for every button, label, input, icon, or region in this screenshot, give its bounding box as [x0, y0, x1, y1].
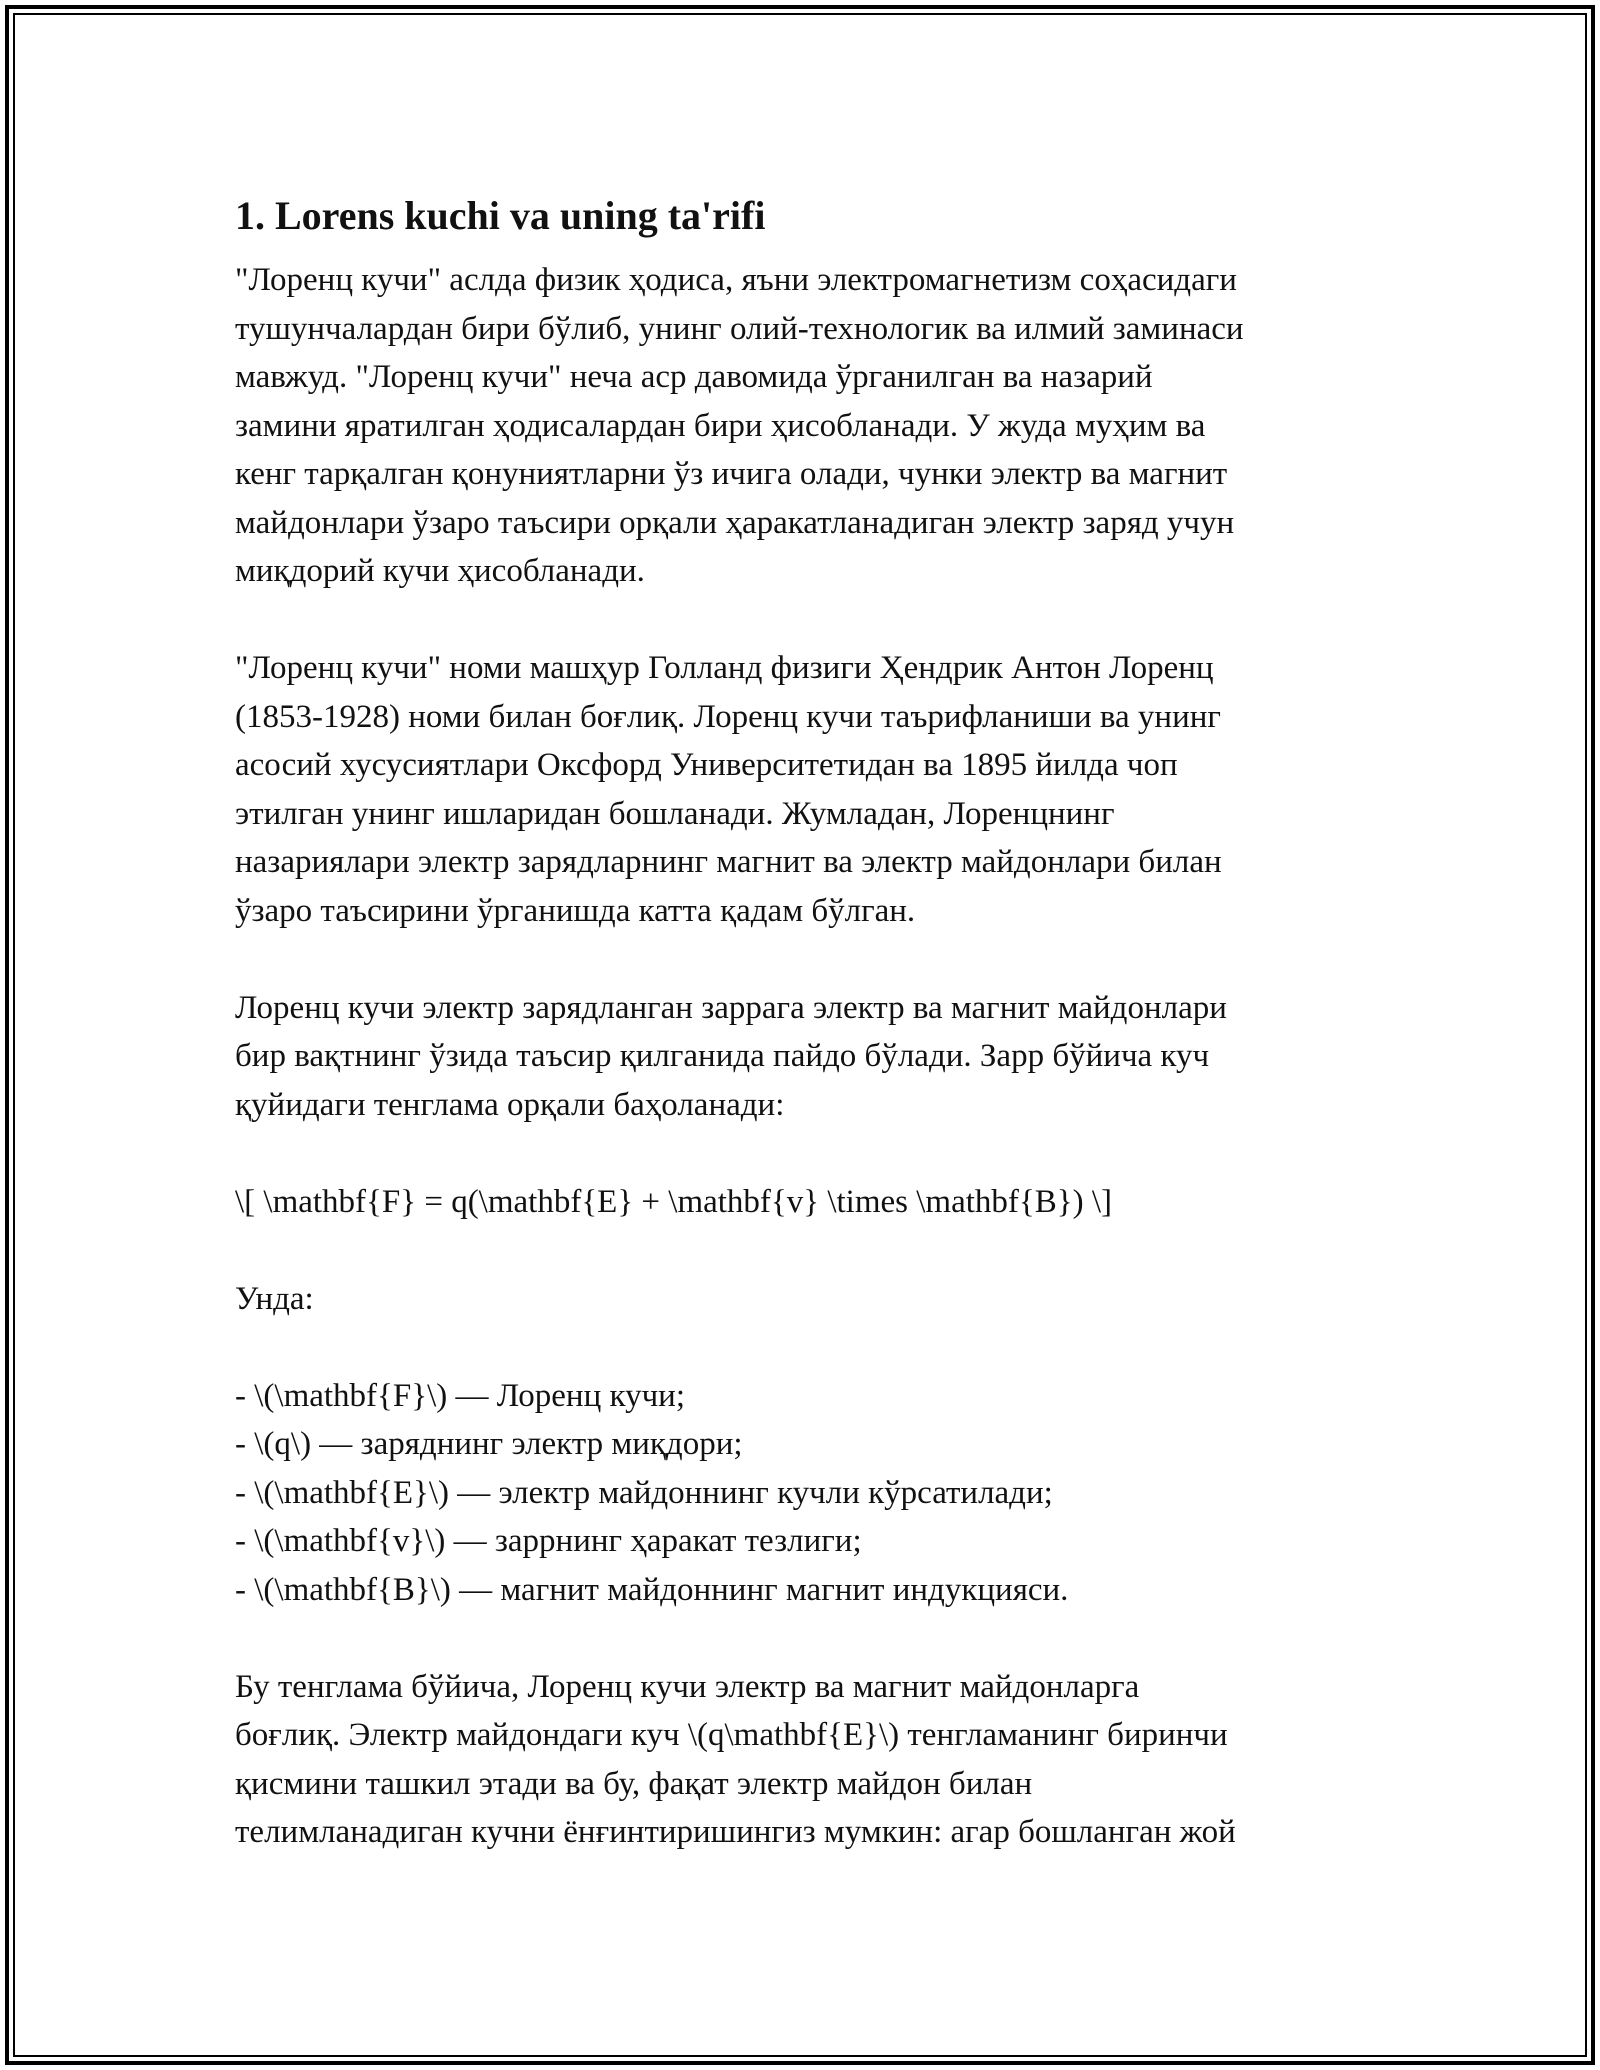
text-line: боғлиқ. Электр майдондаги куч \(q\mathbf{E}\) тенгламанинг биринчи	[235, 1717, 1228, 1753]
paragraph-intro	[235, 256, 1385, 596]
paragraph-closing	[235, 1663, 1385, 1857]
text-line: қуйидаги тенглама орқали баҳоланади:	[235, 1086, 785, 1123]
where-label: Унда:	[235, 1280, 314, 1317]
text-line: "Лоренц кучи" аслда физик ҳодиса, яъни электромагнетизм соҳасидаги	[235, 262, 1237, 298]
text-line: қисмини ташкил этади ва бу, фақат электр майдон билан	[235, 1765, 1033, 1802]
document-body	[235, 186, 1385, 1905]
text-line: (1853-1928) номи билан боғлиқ. Лоренц кучи таърифланиши ва унинг	[235, 698, 1221, 735]
lorentz-formula: \[ \mathbf{F} = q(\mathbf{E} + \mathbf{v} \times \mathbf{B}) \]	[235, 1183, 1112, 1220]
symbol-definitions-list	[235, 1372, 1385, 1615]
text-line: асосий хусусиятлари Оксфорд Университетидан ва 1895 йилда чоп	[235, 747, 1178, 783]
text-line: майдонлари ўзаро таъсири орқали ҳаракатланадиган электр заряд учун	[235, 504, 1235, 541]
list-item: - \(\mathbf{v}\) — заррнинг ҳаракат тезлиги;	[235, 1523, 862, 1559]
text-line: этилган унинг ишларидан бошланади. Жумладан, Лоренцнинг	[235, 795, 1115, 832]
list-item: - \(\mathbf{B}\) — магнит майдоннинг магнит индукцияси.	[235, 1571, 1069, 1608]
text-line: миқдорий кучи ҳисобланади.	[235, 553, 645, 589]
text-line: назариялари электр зарядларнинг магнит ва электр майдонлари билан	[235, 844, 1222, 880]
list-item: - \(\mathbf{F}\) — Лоренц кучи;	[235, 1377, 685, 1414]
text-line: телимланадиган кучни ёнғинтиришингиз мумкин: агар бошланган жой	[235, 1814, 1236, 1850]
text-line: мавжуд. "Лоренц кучи" неча аср давомида ўрганилган ва назарий	[235, 359, 1153, 395]
list-item: - \(q\) — заряднинг электр миқдори;	[235, 1426, 743, 1462]
paragraph-definition	[235, 984, 1385, 1130]
section-heading: 1. Lorens kuchi va uning ta'rifi	[235, 193, 766, 238]
text-line: "Лоренц кучи" номи машҳур Голланд физиги Ҳендрик Антон Лоренц	[235, 650, 1214, 686]
text-line: Бу тенглама бўйича, Лоренц кучи электр ва магнит майдонларга	[235, 1668, 1140, 1705]
text-line: ўзаро таъсирини ўрганишда катта қадам бўлган.	[235, 892, 916, 929]
text-line: тушунчалардан бири бўлиб, унинг олий-технологик ва илмий заминаси	[235, 310, 1244, 347]
text-line: бир вақтнинг ўзида таъсир қилганида пайдо бўлади. Зарр бўйича куч	[235, 1038, 1210, 1074]
paragraph-history	[235, 644, 1385, 935]
text-line: Лоренц кучи электр зарядланган заррага электр ва магнит майдонлари	[235, 989, 1227, 1026]
list-item: - \(\mathbf{E}\) — электр майдоннинг кучли кўрсатилади;	[235, 1474, 1053, 1511]
text-line: замини яратилган ҳодисалардан бири ҳисобланади. У жуда муҳим ва	[235, 407, 1206, 444]
text-line: кенг тарқалган қонуниятларни ўз ичига олади, чунки электр ва магнит	[235, 456, 1228, 492]
